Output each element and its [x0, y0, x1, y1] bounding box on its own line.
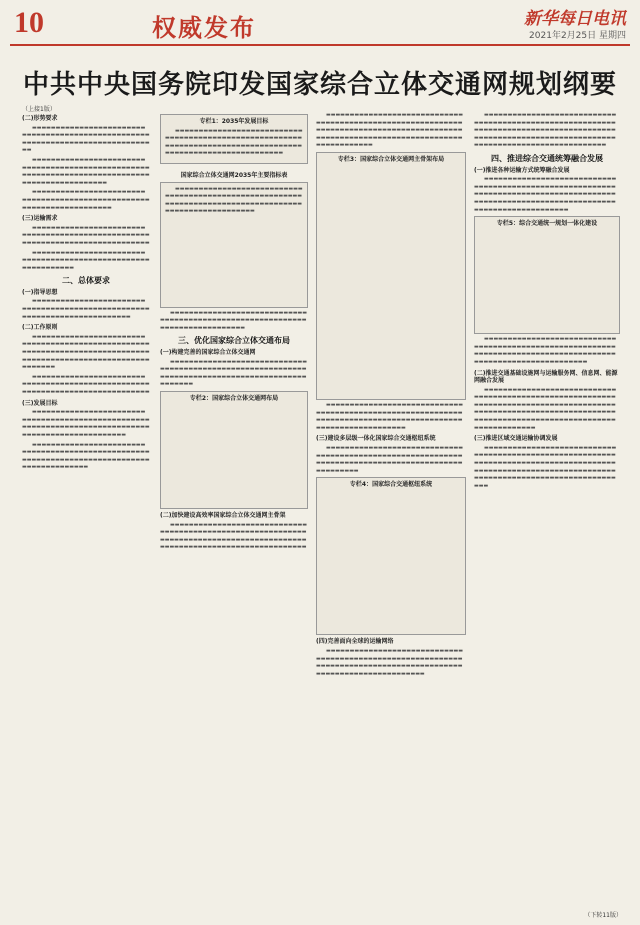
column-3: ▬▬▬▬▬▬▬▬▬▬▬▬▬▬▬▬▬▬▬▬▬▬▬▬▬▬▬▬▬▬▬▬▬▬▬▬▬▬▬▬▬▬▬▬▬▬▬▬▬▬▬▬▬▬▬▬▬▬▬▬▬▬▬▬▬▬▬▬▬▬▬▬▬▬▬▬▬▬▬▬▬▬▬▬▬▬▬▬▬▬▬▬▬▬▬▬▬▬▬▬▬▬▬▬▬▬▬▬▬▬▬▬▬▬▬▬▬▬▬▬▬▬▬▬▬▬▬▬▬▬▬▬▬▬ 专栏3：国家综合立体交通网主骨架布局 ▬▬▬▬▬▬▬▬▬▬▬▬▬▬▬▬▬▬▬▬▬▬▬▬▬▬▬▬▬▬▬▬▬▬▬▬▬▬▬▬▬▬▬▬▬▬▬▬▬▬▬▬▬▬▬▬▬▬▬▬▬▬▬▬▬▬▬▬▬▬▬▬▬▬▬▬▬▬▬▬▬▬▬▬▬▬▬▬▬▬▬▬▬▬▬▬▬▬▬▬▬▬▬▬▬▬▬▬▬▬ (三)建设多层级一体化国家综合交通枢纽系统 ▬▬▬▬▬▬▬▬▬▬▬▬▬▬▬▬▬▬▬▬▬▬▬▬▬▬▬▬▬▬▬▬▬▬▬▬▬▬▬▬▬▬▬▬▬▬▬▬▬▬▬▬▬▬▬▬▬▬▬▬▬▬▬▬▬▬▬▬▬▬▬▬▬▬▬▬▬▬▬▬▬▬▬▬▬▬▬▬▬▬▬▬▬▬▬▬▬▬▬▬ 专栏4：国家综合交通枢纽系统 (四)完善面向全球的运输网络 ▬▬▬▬▬▬▬▬▬▬▬▬▬▬▬▬▬▬▬▬▬▬▬▬▬▬▬▬▬▬▬▬▬▬▬▬▬▬▬▬▬▬▬▬▬▬▬▬▬▬▬▬▬▬▬▬▬▬▬▬▬▬▬▬▬▬▬▬▬▬▬▬▬▬▬▬▬▬▬▬▬▬▬▬▬▬▬▬▬▬▬▬▬▬▬▬▬▬▬▬▬▬▬▬▬▬▬▬▬▬▬▬▬▬ [316, 112, 466, 912]
headline: 中共中央国务院印发国家综合立体交通网规划纲要 [22, 70, 617, 100]
page-number: 10 [14, 6, 44, 39]
subheading: (二)形势要求 [22, 115, 58, 122]
box-title: 专栏5：综合交通统一规划一体化建设 [496, 220, 598, 228]
subheading: (一)指导思想 [22, 288, 58, 296]
indicator-table: ▬▬▬▬▬▬▬▬▬▬▬▬▬▬▬▬▬▬▬▬▬▬▬▬▬▬▬▬▬▬▬▬▬▬▬▬▬▬▬▬▬▬▬▬▬▬▬▬▬▬▬▬▬▬▬▬▬▬▬▬▬▬▬▬▬▬▬▬▬▬▬▬▬▬▬▬▬▬▬▬▬▬▬▬▬▬▬▬▬▬▬▬▬▬▬▬▬▬▬▬▬▬▬▬ [160, 182, 308, 308]
sidebar-box [474, 216, 620, 334]
subheading: (四)完善面向全球的运输网络 [316, 638, 394, 646]
newspaper-brand: 新华每日电讯 [524, 9, 626, 29]
sidebar-box [316, 477, 466, 635]
header-rule [10, 44, 630, 46]
column-1: (二)形势要求 ▬▬▬▬▬▬▬▬▬▬▬▬▬▬▬▬▬▬▬▬▬▬▬▬▬▬▬▬▬▬▬▬▬▬▬▬▬▬▬▬▬▬▬▬▬▬▬▬▬▬▬▬▬▬▬▬▬▬▬▬▬▬▬▬▬▬▬▬▬▬▬▬▬▬▬▬▬▬▬▬ ▬▬▬▬▬▬▬▬▬▬▬▬▬▬▬▬▬▬▬▬▬▬▬▬▬▬▬▬▬▬▬▬▬▬▬▬▬▬▬▬▬▬▬▬▬▬▬▬▬▬▬▬▬▬▬▬▬▬▬▬▬▬▬▬▬▬▬▬▬▬▬▬▬▬▬▬▬▬▬▬▬▬▬▬▬▬▬▬▬▬▬▬▬▬▬▬ ▬▬▬▬▬▬▬▬▬▬▬▬▬▬▬▬▬▬▬▬▬▬▬▬▬▬▬▬▬▬▬▬▬▬▬▬▬▬▬▬▬▬▬▬▬▬▬▬▬▬▬▬▬▬▬▬▬▬▬▬▬▬▬▬▬▬▬▬▬▬ (三)运输需求 ▬▬▬▬▬▬▬▬▬▬▬▬▬▬▬▬▬▬▬▬▬▬▬▬▬▬▬▬▬▬▬▬▬▬▬▬▬▬▬▬▬▬▬▬▬▬▬▬▬▬▬▬▬▬▬▬▬▬▬▬▬▬▬▬▬▬▬▬▬▬▬▬▬▬▬▬▬▬ ▬▬▬▬▬▬▬▬▬▬▬▬▬▬▬▬▬▬▬▬▬▬▬▬▬▬▬▬▬▬▬▬▬▬▬▬▬▬▬▬▬▬▬▬▬▬▬▬▬▬▬▬▬▬▬▬▬▬▬▬▬▬ 二、总体要求 (一)指导思想 ▬▬▬▬▬▬▬▬▬▬▬▬▬▬▬▬▬▬▬▬▬▬▬▬▬▬▬▬▬▬▬▬▬▬▬▬▬▬▬▬▬▬▬▬▬▬▬▬▬▬▬▬▬▬▬▬▬▬▬▬▬▬▬▬▬▬▬▬▬▬▬▬▬▬ (二)工作原则 ▬▬▬▬▬▬▬▬▬▬▬▬▬▬▬▬▬▬▬▬▬▬▬▬▬▬▬▬▬▬▬▬▬▬▬▬▬▬▬▬▬▬▬▬▬▬▬▬▬▬▬▬▬▬▬▬▬▬▬▬▬▬▬▬▬▬▬▬▬▬▬▬▬▬▬▬▬▬▬▬▬▬▬▬▬▬▬▬▬▬▬▬▬▬▬▬▬▬▬▬▬▬▬▬▬▬▬▬▬▬▬▬ ▬▬▬▬▬▬▬▬▬▬▬▬▬▬▬▬▬▬▬▬▬▬▬▬▬▬▬▬▬▬▬▬▬▬▬▬▬▬▬▬▬▬▬▬▬▬▬▬▬▬▬▬▬▬▬▬▬▬▬▬▬▬▬▬▬▬▬▬▬▬▬▬▬▬▬▬▬▬ (三)发展目标 ▬▬▬▬▬▬▬▬▬▬▬▬▬▬▬▬▬▬▬▬▬▬▬▬▬▬▬▬▬▬▬▬▬▬▬▬▬▬▬▬▬▬▬▬▬▬▬▬▬▬▬▬▬▬▬▬▬▬▬▬▬▬▬▬▬▬▬▬▬▬▬▬▬▬▬▬▬▬▬▬▬▬▬▬▬▬▬▬▬▬▬▬▬▬▬▬▬▬▬▬ ▬▬▬▬▬▬▬▬▬▬▬▬▬▬▬▬▬▬▬▬▬▬▬▬▬▬▬▬▬▬▬▬▬▬▬▬▬▬▬▬▬▬▬▬▬▬▬▬▬▬▬▬▬▬▬▬▬▬▬▬▬▬▬▬▬▬▬▬▬▬▬▬▬▬▬▬▬▬▬▬▬▬▬▬▬▬▬▬▬▬▬▬ [22, 115, 150, 471]
box-title: 专栏4：国家综合交通枢纽系统 [349, 481, 433, 489]
subheading: (三)建设多层级一体化国家综合交通枢纽系统 [316, 435, 436, 443]
subheading: (二)工作原则 [22, 324, 58, 332]
subheading: (二)推进交通基础设施网与运输服务网、信息网、能源网融合发展 [474, 369, 618, 385]
sidebar-box [316, 152, 466, 400]
box-title: 专栏3：国家综合立体交通网主骨架布局 [337, 155, 445, 163]
subheading: (三)发展目标 [22, 399, 58, 407]
section-heading: 四、推进综合交通统筹融合发展 [491, 153, 603, 163]
sidebar-box [160, 391, 308, 509]
box-title: 专栏2：国家综合立体交通网布局 [189, 394, 279, 402]
section-heading: 三、优化国家综合立体交通布局 [178, 336, 290, 346]
sidebar-box: 专栏1：2035年发展目标 ▬▬▬▬▬▬▬▬▬▬▬▬▬▬▬▬▬▬▬▬▬▬▬▬▬▬▬▬▬▬▬▬▬▬▬▬▬▬▬▬▬▬▬▬▬▬▬▬▬▬▬▬▬▬▬▬▬▬▬▬▬▬▬▬▬▬▬▬▬▬▬▬▬▬▬▬▬▬▬▬▬▬▬▬▬▬▬▬▬▬▬▬▬▬▬▬▬▬▬▬▬▬▬▬▬▬▬▬▬▬ [160, 114, 308, 164]
continued-note: （下转11版） [584, 912, 622, 919]
section-heading: 二、总体要求 [62, 276, 110, 286]
column-2: 专栏1：2035年发展目标 ▬▬▬▬▬▬▬▬▬▬▬▬▬▬▬▬▬▬▬▬▬▬▬▬▬▬▬▬▬▬▬▬▬▬▬▬▬▬▬▬▬▬▬▬▬▬▬▬▬▬▬▬▬▬▬▬▬▬▬▬▬▬▬▬▬▬▬▬▬▬▬▬▬▬▬▬▬▬▬▬▬▬▬▬▬▬▬▬▬▬▬▬▬▬▬▬▬▬▬▬▬▬▬▬▬▬▬▬▬▬ 国家综合立体交通网2035年主要指标表 ▬▬▬▬▬▬▬▬▬▬▬▬▬▬▬▬▬▬▬▬▬▬▬▬▬▬▬▬▬▬▬▬▬▬▬▬▬▬▬▬▬▬▬▬▬▬▬▬▬▬▬▬▬▬▬▬▬▬▬▬▬▬▬▬▬▬▬▬▬▬▬▬▬▬▬▬▬▬▬▬▬▬▬▬▬▬▬▬▬▬▬▬▬▬▬▬▬▬▬▬▬▬▬▬ ▬▬▬▬▬▬▬▬▬▬▬▬▬▬▬▬▬▬▬▬▬▬▬▬▬▬▬▬▬▬▬▬▬▬▬▬▬▬▬▬▬▬▬▬▬▬▬▬▬▬▬▬▬▬▬▬▬▬▬▬▬▬▬▬▬▬▬▬▬▬▬▬▬▬▬▬▬▬ 三、优化国家综合立体交通布局 (一)构建完善的国家综合立体交通网 ▬▬▬▬▬▬▬▬▬▬▬▬▬▬▬▬▬▬▬▬▬▬▬▬▬▬▬▬▬▬▬▬▬▬▬▬▬▬▬▬▬▬▬▬▬▬▬▬▬▬▬▬▬▬▬▬▬▬▬▬▬▬▬▬▬▬▬▬▬▬▬▬▬▬▬▬▬▬▬▬▬▬▬▬▬▬▬▬▬▬▬▬▬▬▬▬▬▬ 专栏2：国家综合立体交通网布局 (二)加快建设高效率国家综合立体交通网主骨架 ▬▬▬▬▬▬▬▬▬▬▬▬▬▬▬▬▬▬▬▬▬▬▬▬▬▬▬▬▬▬▬▬▬▬▬▬▬▬▬▬▬▬▬▬▬▬▬▬▬▬▬▬▬▬▬▬▬▬▬▬▬▬▬▬▬▬▬▬▬▬▬▬▬▬▬▬▬▬▬▬▬▬▬▬▬▬▬▬▬▬▬▬▬▬▬▬▬▬▬▬▬▬▬▬▬▬▬▬▬▬▬▬▬▬▬▬▬▬▬▬▬▬ [160, 112, 308, 912]
continued-from: （上接1版） [22, 106, 56, 113]
page-header [0, 0, 640, 44]
subheading: (二)加快建设高效率国家综合立体交通网主骨架 [160, 511, 286, 519]
section-title: 权威发布 [152, 14, 256, 42]
subheading: (三)运输需求 [22, 215, 58, 223]
box-title: 专栏1：2035年发展目标 [199, 118, 269, 125]
issue-date: 2021年2月25日 星期四 [529, 31, 626, 41]
subheading: (一)构建完善的国家综合立体交通网 [160, 348, 256, 356]
column-4: ▬▬▬▬▬▬▬▬▬▬▬▬▬▬▬▬▬▬▬▬▬▬▬▬▬▬▬▬▬▬▬▬▬▬▬▬▬▬▬▬▬▬▬▬▬▬▬▬▬▬▬▬▬▬▬▬▬▬▬▬▬▬▬▬▬▬▬▬▬▬▬▬▬▬▬▬▬▬▬▬▬▬▬▬▬▬▬▬▬▬▬▬▬▬▬▬▬▬▬▬▬▬▬▬▬▬▬▬▬▬▬▬▬▬▬▬▬▬▬▬▬▬▬▬▬▬▬▬▬▬▬▬▬▬▬▬▬▬▬▬▬▬▬▬▬▬ 四、推进综合交通统筹融合发展 (一)推进各种运输方式统筹融合发展 ▬▬▬▬▬▬▬▬▬▬▬▬▬▬▬▬▬▬▬▬▬▬▬▬▬▬▬▬▬▬▬▬▬▬▬▬▬▬▬▬▬▬▬▬▬▬▬▬▬▬▬▬▬▬▬▬▬▬▬▬▬▬▬▬▬▬▬▬▬▬▬▬▬▬▬▬▬▬▬▬▬▬▬▬▬▬▬▬▬▬▬▬▬▬▬▬▬▬▬▬▬▬▬▬▬▬▬▬▬▬▬▬▬▬▬▬▬▬▬▬▬▬▬▬▬▬▬▬▬▬▬▬▬▬▬▬▬▬ 专栏5：综合交通统一规划一体化建设 ▬▬▬▬▬▬▬▬▬▬▬▬▬▬▬▬▬▬▬▬▬▬▬▬▬▬▬▬▬▬▬▬▬▬▬▬▬▬▬▬▬▬▬▬▬▬▬▬▬▬▬▬▬▬▬▬▬▬▬▬▬▬▬▬▬▬▬▬▬▬▬▬▬▬▬▬▬▬▬▬▬▬▬▬▬▬▬▬▬▬▬▬▬▬▬▬▬▬▬▬▬▬▬▬▬▬▬▬▬▬▬▬ (二)推进交通基础设施网与运输服务网、信息网、能源网融合发展 ▬▬▬▬▬▬▬▬▬▬▬▬▬▬▬▬▬▬▬▬▬▬▬▬▬▬▬▬▬▬▬▬▬▬▬▬▬▬▬▬▬▬▬▬▬▬▬▬▬▬▬▬▬▬▬▬▬▬▬▬▬▬▬▬▬▬▬▬▬▬▬▬▬▬▬▬▬▬▬▬▬▬▬▬▬▬▬▬▬▬▬▬▬▬▬▬▬▬▬▬▬▬▬▬▬▬▬▬▬▬▬▬▬▬▬▬▬▬▬▬▬▬▬▬▬▬▬▬▬▬▬▬▬▬▬▬▬▬▬▬▬▬▬▬▬▬▬▬▬▬▬▬▬▬▬▬▬▬▬▬▬ (三)推进区域交通运输协调发展 ▬▬▬▬▬▬▬▬▬▬▬▬▬▬▬▬▬▬▬▬▬▬▬▬▬▬▬▬▬▬▬▬▬▬▬▬▬▬▬▬▬▬▬▬▬▬▬▬▬▬▬▬▬▬▬▬▬▬▬▬▬▬▬▬▬▬▬▬▬▬▬▬▬▬▬▬▬▬▬▬▬▬▬▬▬▬▬▬▬▬▬▬▬▬▬▬▬▬▬▬▬▬▬▬▬▬▬▬▬▬▬▬▬▬▬▬▬▬▬▬▬▬▬▬▬▬▬▬▬▬▬▬▬▬▬▬▬▬▬▬▬▬▬▬▬▬▬▬▬▬▬ [474, 112, 620, 912]
subheading: (一)推进各种运输方式统筹融合发展 [474, 166, 570, 174]
subheading: (三)推进区域交通运输协调发展 [474, 435, 558, 443]
table-title: 国家综合立体交通网2035年主要指标表 [180, 171, 288, 179]
